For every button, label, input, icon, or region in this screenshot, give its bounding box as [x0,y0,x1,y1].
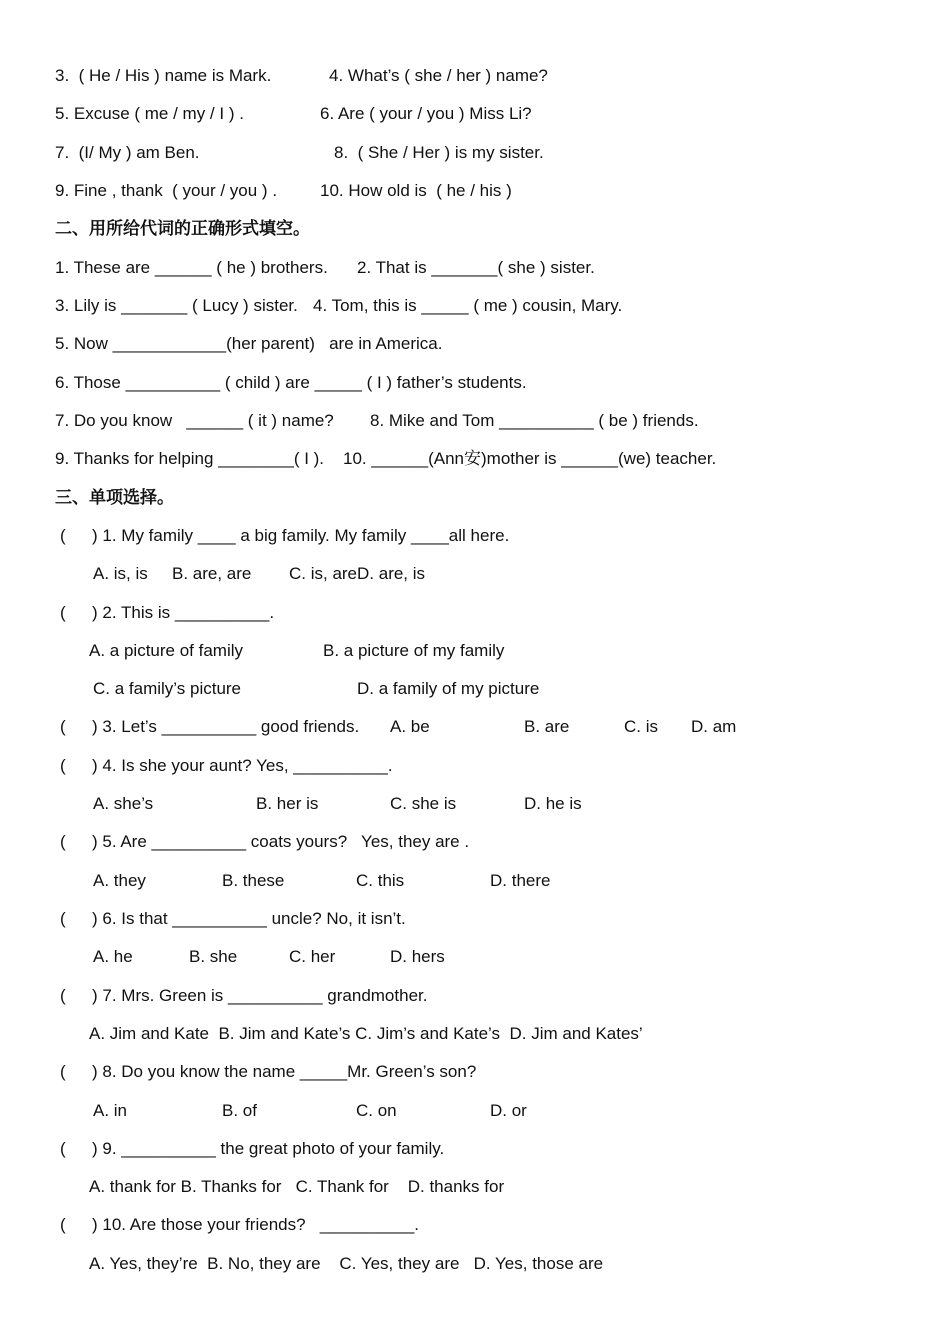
s3-q8-option-c: C. on [356,1101,397,1120]
s3-q3-option-d: D. am [691,717,737,736]
s1-q5: 5. Excuse ( me / my / I ) . [55,104,244,123]
s3-q10-stem: ) 10. Are those your friends? __________. [92,1215,420,1234]
s3-q7-options: A. Jim and Kate B. Jim and Kate’s C. Jim’s and Kate’s D. Jim and Kates’ [89,1024,643,1043]
s3-q8-stem: ) 8. Do you know the name _____Mr. Green’s son? [92,1062,477,1081]
s3-q5-option-b: B. these [222,871,285,890]
s3-q7-stem: ) 7. Mrs. Green is __________ grandmother. [92,986,428,1005]
s3-q6-option-b: B. she [189,947,238,966]
s3-q1-option-b: B. are, are [172,564,252,583]
s2-q7: 7. Do you know ______ ( it ) name? [55,411,334,430]
s3-q6-option-c: C. her [289,947,336,966]
s3-q5-option-a: A. they [93,871,146,890]
s2-q1: 1. These are ______ ( he ) brothers. [55,258,328,277]
s3-q6-option-d: D. hers [390,947,445,966]
s3-q2-stem: ) 2. This is __________. [92,603,275,622]
s2-q10: 10. ______(Ann安)mother is ______(we) teacher. [343,449,717,468]
s3-q4-option-b: B. her is [256,794,319,813]
s3-q2-option-b: B. a picture of my family [323,641,505,660]
s3-q3-bracket: ( [60,717,66,736]
s3-q3-stem: ) 3. Let’s __________ good friends. [92,717,360,736]
s3-q7-bracket: ( [60,986,66,1005]
s1-q10: 10. How old is ( he / his ) [320,181,512,200]
s3-q1-option-cd: C. is, areD. are, is [289,564,426,583]
s3-q10-bracket: ( [60,1215,66,1234]
s3-q4-bracket: ( [60,756,66,775]
s2-q3: 3. Lily is _______ ( Lucy ) sister. [55,296,298,315]
s3-q9-bracket: ( [60,1139,66,1158]
s3-q2-option-d: D. a family of my picture [357,679,540,698]
s3-q4-stem: ) 4. Is she your aunt? Yes, __________. [92,756,393,775]
s3-q3-option-c: C. is [624,717,658,736]
s3-q4-option-c: C. she is [390,794,457,813]
s1-q8: 8. ( She / Her ) is my sister. [334,143,544,162]
s3-q1-bracket: ( [60,526,66,545]
s3-q8-option-a: A. in [93,1101,128,1120]
s3-q8-option-b: B. of [222,1101,257,1120]
s3-q2-option-a: A. a picture of family [89,641,244,660]
s3-q5-option-d: D. there [490,871,551,890]
s3-q5-option-c: C. this [356,871,405,890]
s2-q2: 2. That is _______( she ) sister. [357,258,595,277]
s2-q6: 6. Those __________ ( child ) are _____ ( I ) father’s students. [55,373,527,392]
s3-q8-option-d: D. or [490,1101,527,1120]
section3-heading: 三、单项选择。 [55,488,174,507]
s3-q10-options: A. Yes, they’re B. No, they are C. Yes, they are D. Yes, those are [89,1254,604,1273]
s3-q5-bracket: ( [60,832,66,851]
s2-q5: 5. Now ____________(her parent) are in America. [55,334,443,353]
s2-q8: 8. Mike and Tom __________ ( be ) friends. [370,411,699,430]
s2-q4: 4. Tom, this is _____ ( me ) cousin, Mary. [313,296,623,315]
s2-q9: 9. Thanks for helping ________( I ). [55,449,325,468]
s1-q7: 7. (I/ My ) am Ben. [55,143,200,162]
s1-q4: 4. What’s ( she / her ) name? [329,66,548,85]
s3-q6-option-a: A. he [93,947,133,966]
s3-q1-stem: ) 1. My family ____ a big family. My family ____all here. [92,526,510,545]
s3-q1-option-a: A. is, is [93,564,148,583]
s1-q3: 3. ( He / His ) name is Mark. [55,66,272,85]
s3-q3-option-b: B. are [524,717,570,736]
s3-q9-stem: ) 9. __________ the great photo of your family. [92,1139,445,1158]
s3-q4-option-d: D. he is [524,794,582,813]
s3-q8-bracket: ( [60,1062,66,1081]
s3-q4-option-a: A. she’s [93,794,154,813]
s3-q2-bracket: ( [60,603,66,622]
s3-q3-option-a: A. be [390,717,430,736]
s3-q6-bracket: ( [60,909,66,928]
s1-q9: 9. Fine , thank ( your / you ) . [55,181,278,200]
s3-q5-stem: ) 5. Are __________ coats yours? Yes, they are . [92,832,470,851]
s3-q6-stem: ) 6. Is that __________ uncle? No, it isn’t. [92,909,406,928]
section2-heading: 二、用所给代词的正确形式填空。 [55,219,310,238]
s3-q2-option-c: C. a family’s picture [93,679,242,698]
s1-q6: 6. Are ( your / you ) Miss Li? [320,104,532,123]
s3-q9-options: A. thank for B. Thanks for C. Thank for D. thanks for [89,1177,505,1196]
